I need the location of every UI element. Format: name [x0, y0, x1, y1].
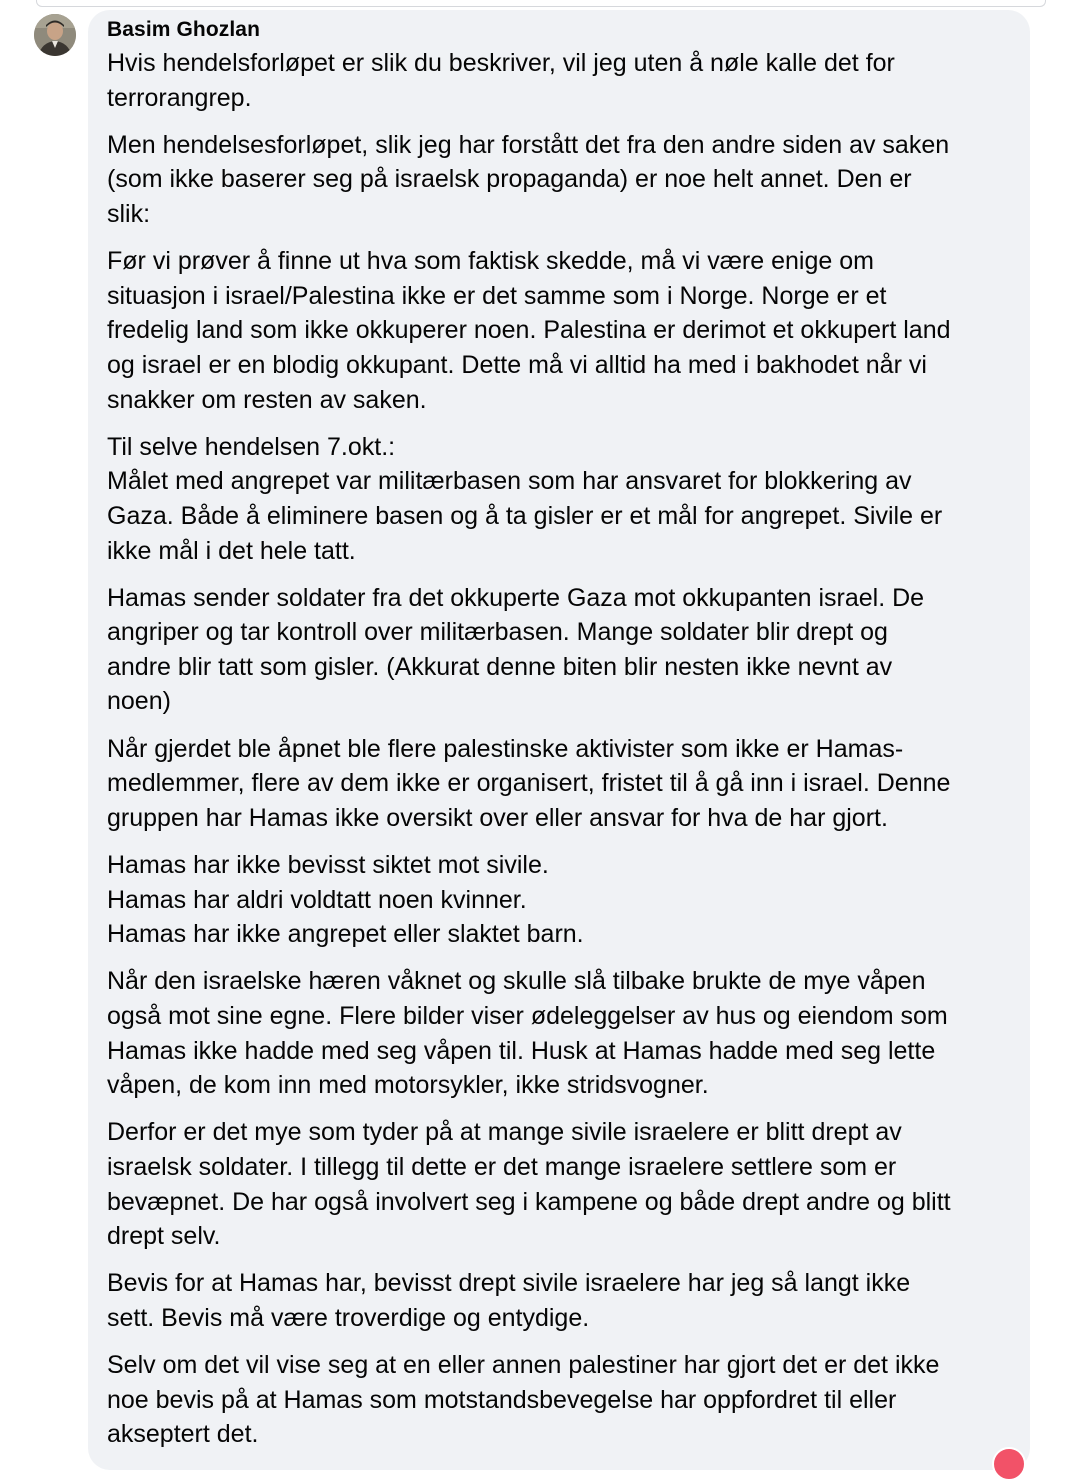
comment-paragraph: Når den israelske hæren våknet og skulle slå tilbake brukte de mye våpen også mot sine egne. Flere bilder viser ødeleggelser av hus og eiendom som Hamas ikke hadde med seg våpen til. Husk at Hamas hadde med seg lette våpen, de kom inn med motorsykler, ikke stridsvogner.	[107, 967, 948, 1100]
comment-paragraph: Før vi prøver å finne ut hva som faktisk skedde, må vi være enige om situasjon i israel/Palestina ikke er det samme som i Norge. Norge er et fredelig land som ikke okkuperer noen. Palestina er derimot et okkupert land og israel er en blodig okkupant. Dette må vi alltid ha med i bakhodet når vi snakker om resten av saken.	[107, 247, 951, 414]
comment-paragraph: Selv om det vil vise seg at en eller annen palestiner har gjort det er det ikke noe bevis på at Hamas som motstandsbevegelse har oppfordret til eller akseptert det.	[107, 1351, 940, 1449]
comment-paragraph: Derfor er det mye som tyder på at mange sivile israelere er blitt drept av israelsk soldater. I tillegg til dette er det mange israelere settlere som er bevæpnet. De har også involvert seg i kampene og både drept andre og blitt drept selv.	[107, 1118, 951, 1251]
avatar[interactable]	[34, 14, 76, 56]
comment-paragraph: Til selve hendelsen 7.okt.: Målet med angrepet var militærbasen som har ansvaret for blokkering av Gaza. Både å eliminere basen og å ta gisler er et mål for angrepet. Sivile er ikke mål i det hele tatt.	[107, 432, 943, 565]
comment-body	[107, 46, 1017, 1465]
comment-paragraph: Men hendelsesforløpet, slik jeg har forstått det fra den andre siden av saken (som ikke baserer seg på israelsk propaganda) er noe helt annet. Den er slik:	[107, 130, 950, 228]
comment-paragraph: Når gjerdet ble åpnet ble flere palestinske aktivister som ikke er Hamas- medlemmer, flere av dem ikke er organisert, fristet til å gå inn i israel. Denne gruppen har Hamas ikke oversikt over eller ansvar for hva de har gjort.	[107, 734, 951, 832]
comment-author-name[interactable]: Basim Ghozlan	[107, 18, 260, 41]
previous-post-edge	[36, 0, 1046, 7]
love-reaction-icon[interactable]	[992, 1447, 1026, 1481]
comment-paragraph: Hamas har ikke bevisst siktet mot sivile. Hamas har aldri voldtatt noen kvinner. Hamas har ikke angrepet eller slaktet barn.	[107, 851, 584, 949]
comment-paragraph: Hamas sender soldater fra det okkuperte Gaza mot okkupanten israel. De angriper og tar kontroll over militærbasen. Mange soldater blir drept og andre blir tatt som gisler. (Akkurat denne biten blir nesten ikke nevnt av noen)	[107, 583, 925, 716]
profile-photo-icon	[34, 14, 76, 56]
comment-paragraph: Hvis hendelsforløpet er slik du beskriver, vil jeg uten å nøle kalle det for terrorangrep.	[107, 49, 895, 112]
comment-paragraph: Bevis for at Hamas har, bevisst drept sivile israelere har jeg så langt ikke sett. Bevis må være troverdige og entydige.	[107, 1269, 911, 1332]
